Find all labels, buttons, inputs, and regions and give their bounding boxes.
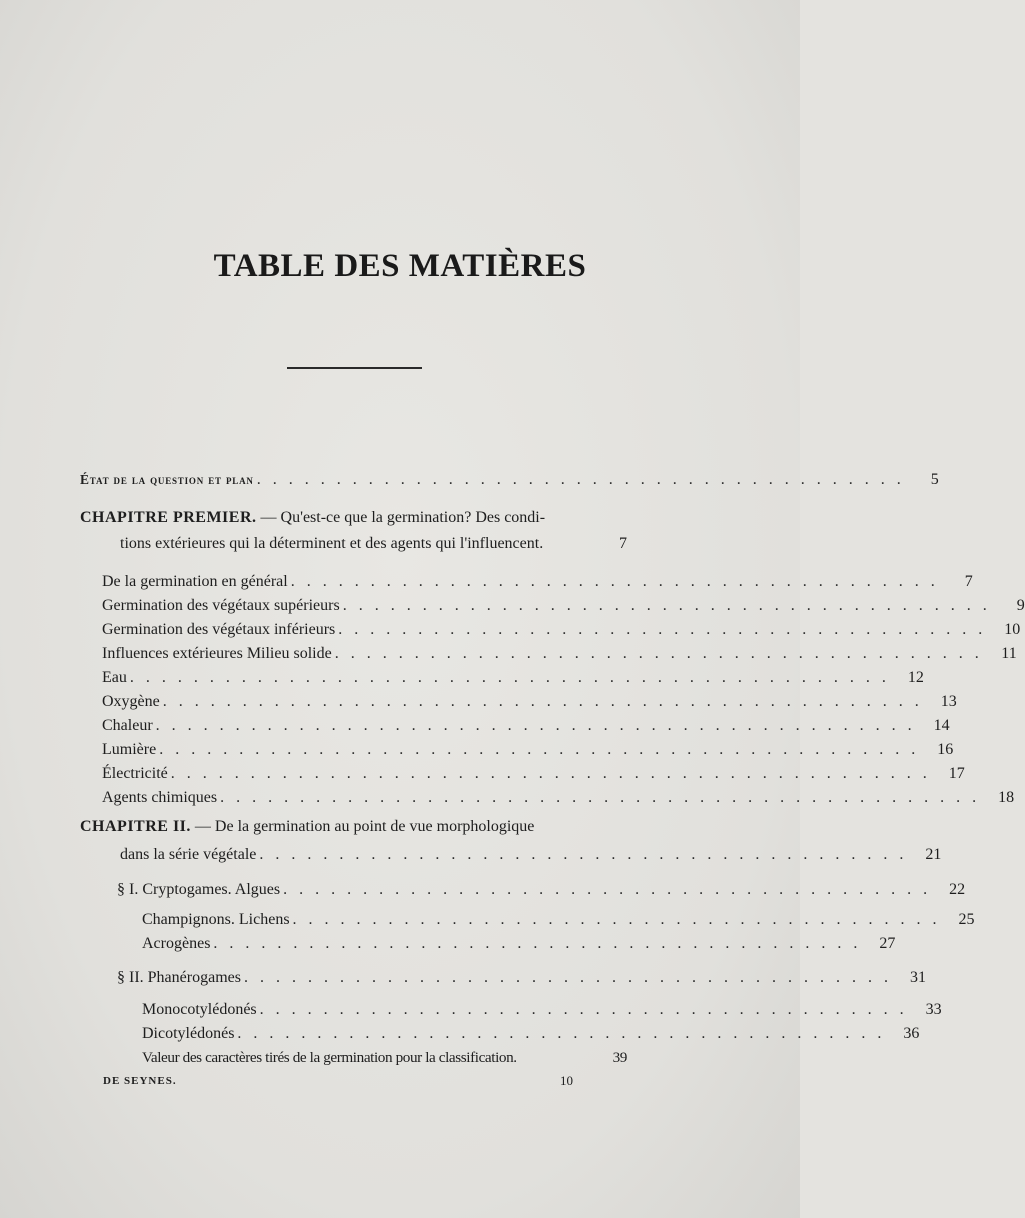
toc-leader: . . . . . . . . . . . . . . . . . . . . . . . . . . . . . . . . . . . . . . . . . (334, 645, 983, 662)
toc-entry-page: 14 (933, 717, 950, 734)
toc-entry (142, 1022, 920, 1046)
toc-entry (102, 786, 1015, 810)
toc-entry (120, 532, 627, 556)
toc-leader: . . . . . . . . . . . . . . . . . . . . . . . . . . . . . . . . . . . . . . . . . (243, 969, 892, 986)
toc-entry (102, 714, 950, 738)
toc-entry-label: État de la question et plan (80, 472, 254, 487)
toc-entry-page: 33 (925, 1001, 942, 1018)
toc-entry (102, 618, 1021, 642)
toc-entry (80, 468, 939, 492)
toc-leader: . . . . . . . . . . . . . . . . . . . . . . . . . . . . . . . . . . . . . . . . . . . . . . . . (220, 789, 981, 806)
toc-entry-page: 12 (907, 669, 924, 686)
footer-author: DE SEYNES. (103, 1075, 177, 1087)
page-title: TABLE DES MATIÈRES (213, 248, 587, 284)
toc-leader: . . . . . . . . . . . . . . . . . . . . . . . . . . . . . . . . . . . . . . . . . . . . . . . . (162, 693, 923, 710)
toc-leader: . . . . . . . . . . . . . . . . . . . . . . . . . . . . . . . . . . . . . . . . . (259, 1001, 908, 1018)
toc-leader: . . . . . . . . . . . . . . . . . . . . . . . . . . . . . . . . . . . . . . . . . (256, 471, 905, 488)
toc-entry (142, 998, 942, 1022)
toc-leader: . . . . . . . . . . . . . . . . . . . . . . . . . . . . . . . . . . . . . . . . . (237, 1025, 886, 1042)
toc-entry-page: 39 (612, 1049, 627, 1066)
toc-leader: . . . . . . . . . . . . . . . . . . . . . . . . . . . . . . . . . . . . . . . . . . . . . . . . (129, 669, 890, 686)
toc-leader: . . . . . . . . . . . . . . . . . . . . . . . . . . . . . . . . . . . . . . . . . (259, 846, 908, 863)
toc-entry-page: 13 (940, 693, 957, 710)
toc-entry-page: 11 (1001, 645, 1017, 662)
toc-entry-label: Monocotylédonés (142, 1001, 257, 1018)
toc-entry-label: Agents chimiques (102, 789, 218, 806)
toc-entry-label: Dicotylédonés (142, 1025, 235, 1042)
toc-leader: . . . . . . . . . . . . . . . . . . . . . . . . . . . . . . . . . . . . . . . . . (338, 621, 987, 638)
toc-entry (117, 878, 966, 902)
toc-entry (102, 570, 973, 594)
toc-entry (142, 908, 975, 932)
toc-entry-label: Eau (102, 669, 127, 686)
toc-entry-page: 21 (925, 846, 942, 863)
chapter-number: CHAPITRE II. (80, 818, 191, 835)
toc-leader: . . . . . . . . . . . . . . . . . . . . . . . . . . . . . . . . . . . . . . . . . (213, 935, 862, 952)
toc-entry-page: 10 (1004, 621, 1021, 638)
toc-entry-page: 18 (998, 789, 1015, 806)
title-divider (287, 367, 422, 369)
toc-entry-page: 17 (948, 765, 965, 782)
toc-entry (102, 762, 965, 786)
toc-entry (120, 843, 942, 867)
toc-leader: . . . . . . . . . . . . . . . . . . . . . . . . . . . . . . . . . . . . . . . . . . . . . . . . (159, 741, 920, 758)
toc-entry (102, 642, 1017, 666)
toc-entry-label: Chaleur (102, 717, 153, 734)
chapter-title: — De la germination au point de vue morphologique (190, 818, 535, 835)
toc-entry-label: Acrogènes (142, 935, 211, 952)
toc-entry-label: tions extérieures qui la déterminent et des agents qui l'influencent. (120, 535, 544, 552)
toc-leader: . . . . . . . . . . . . . . . . . . . . . . . . . . . . . . . . . . . . . . . . . . . . . . . . (170, 765, 931, 782)
toc-entry-page: 5 (930, 471, 939, 488)
toc-entry (117, 966, 926, 990)
toc-entry-label: Valeur des caractères tirés de la germination pour la classification. (142, 1049, 517, 1066)
toc-entry (142, 932, 896, 956)
toc-entry-label: dans la série végétale (120, 846, 257, 863)
toc-entry-label: De la germination en général (102, 573, 288, 590)
toc-entry-page: 7 (619, 535, 627, 552)
toc-leader: . . . . . . . . . . . . . . . . . . . . . . . . . . . . . . . . . . . . . . . . . (292, 911, 941, 928)
chapter-title: — Qu'est-ce que la germination? Des condi- (256, 509, 546, 526)
toc-entry-label: Germination des végétaux inférieurs (102, 621, 336, 638)
toc-entry-label: § I. Cryptogames. Algues (117, 881, 281, 898)
toc-leader: . . . . . . . . . . . . . . . . . . . . . . . . . . . . . . . . . . . . . . . . . (283, 881, 932, 898)
toc-entry-label: Germination des végétaux supérieurs (102, 597, 340, 614)
toc-entry-label: Lumière (102, 741, 157, 758)
toc-leader: . . . . . . . . . . . . . . . . . . . . . . . . . . . . . . . . . . . . . . . . . . . . . . . . (155, 717, 916, 734)
toc-entry (102, 666, 924, 690)
chapter-number: CHAPITRE PREMIER. (80, 509, 257, 526)
show-through (220, 112, 226, 138)
toc-entry-label: Influences extérieures Milieu solide (102, 645, 332, 662)
toc-entry (102, 690, 957, 714)
toc-entry-page: 27 (879, 935, 896, 952)
toc-entry-page: 16 (937, 741, 954, 758)
toc-entry (142, 1046, 627, 1070)
toc-entry (102, 594, 1025, 618)
toc-leader: . . . . . . . . . . . . . . . . . . . . . . . . . . . . . . . . . . . . . . . . . (290, 573, 939, 590)
footer-signature: 10 (560, 1073, 573, 1088)
toc-entry-label: § II. Phanérogames (117, 969, 241, 986)
toc-entry-page: 31 (909, 969, 926, 986)
toc-entry (102, 738, 954, 762)
toc-entry-label: Champignons. Lichens (142, 911, 290, 928)
chapter-heading (80, 509, 545, 527)
toc-entry-page: 36 (903, 1025, 920, 1042)
toc-entry-label: Oxygène (102, 693, 160, 710)
toc-entry-page: 22 (949, 881, 966, 898)
toc-entry-page: 7 (964, 573, 973, 590)
toc-entry-label: Électricité (102, 765, 168, 782)
toc-entry-page: 9 (1016, 597, 1025, 614)
chapter-heading (80, 818, 534, 836)
toc-entry-page: 25 (958, 911, 975, 928)
toc-leader: . . . . . . . . . . . . . . . . . . . . . . . . . . . . . . . . . . . . . . . . . (342, 597, 991, 614)
